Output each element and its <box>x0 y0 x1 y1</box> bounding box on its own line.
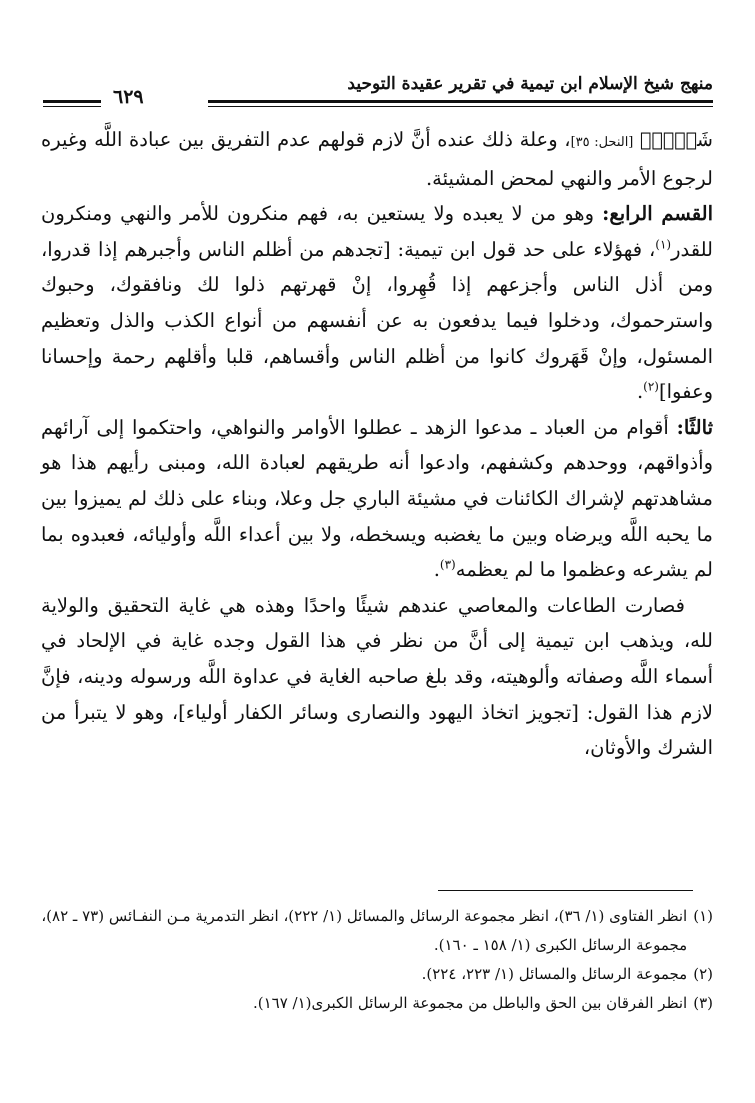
page-number: ٦٢٩ <box>113 86 144 108</box>
footnote-2 <box>41 960 713 989</box>
page-number-rule <box>43 100 101 107</box>
paragraph-3-text: أقوام من العباد ـ مدعوا الزهد ـ عطلوا الأوامر والنواهي، واحتكموا إلى آرائهم وأذواقهم، ووحدهم وكشفهم، وادعوا أنه طريقهم لعبادة الله، ومبنى رأيهم هذا هو مشاهدتهم لإشراك الكائنات في مشيئة الباري جل وعلا، وبناء على ذلك لم يميزوا بين ما يحبه اللَّه ويرضاه وبين ما يغضبه ويسخطه، ولا بين أعداء اللَّه وأوليائه، فعبدوه بما لم يشرعه وعظموا ما لم يعظمه <box>41 415 713 582</box>
footnote-text: انظر الفتاوى (١/ ٣٦)، انظر مجموعة الرسائل والمسائل (١/ ٢٢٢)، انظر التدمرية مـن النفـائس (٧٣ ـ ٨٢)، مجموعة الرسائل الكبرى (١/ ١٥٨ ـ ١٦٠). <box>41 907 688 954</box>
footnote-text: مجموعة الرسائل والمسائل (١/ ٢٢٣، ٢٢٤). <box>421 965 688 983</box>
header-rule <box>208 100 713 107</box>
running-title: منهج شيخ الإسلام ابن تيمية في تقرير عقيدة التوحيد <box>347 74 713 94</box>
paragraph-4-text: فصارت الطاعات والمعاصي عندهم شيئًا واحدًا وهذه هي غاية التحقيق والولاية لله، ويذهب ابن تيمية إلى أنَّ من نظر في هذا القول وجده غاية في الإلحاد في أسماء اللَّه وصفاته وألوهيته، وقد بلغ صاحبه الغاية في عداوة اللَّه ورسوله ودينه، فإنَّ لازم هذا القول: [تجويز اتخاذ اليهود والنصارى وسائر الكفار أولياء]، وهو لا يتبرأ من الشرك والأوثان، <box>41 593 713 760</box>
running-header <box>43 70 713 114</box>
main-text <box>41 122 713 766</box>
section-heading-fourth: القسم الرابع: <box>602 202 713 226</box>
paragraph-2-text-b: ، فهؤلاء على حد قول ابن تيمية: [تجدهم من أظلم الناس وأجبرهم إذا قدروا، ومن أذل الناس وأجزعهم إذا قُهِروا، إنْ قهرتهم ذلوا لك ونافقوك، وحبوك واسترحموك، ودخلوا فيما يدفعون به عن أنفسهم من أنواع الكذب والذل وتعظيم المسئول، وإنْ قَهَروك كانوا من أظلم الناس وأقساهم، قلبا وأقلهم رحمة وإحسانا وعفوا] <box>41 237 713 404</box>
paragraph-2-end: . <box>636 380 644 404</box>
footnote-ref-3[interactable]: (٣) <box>439 557 456 572</box>
footnote-text: انظر الفرقان بين الحق والباطل من مجموعة الرسائل الكبرى(١/ ١٦٧). <box>252 994 688 1012</box>
paragraph-2-text-a: وهو من لا يعبده ولا يستعين به، فهم منكرون للأمر والنهي ومنكرون للقدر <box>41 202 713 261</box>
footnotes <box>41 902 713 1018</box>
footnote-number: (١) <box>693 907 713 925</box>
footnote-ref-1[interactable]: (١) <box>655 237 672 252</box>
paragraph-1-text: ، وعلة ذلك عنده أنَّ لازم قولهم عدم التفريق بين عبادة اللَّه وغيره لرجوع الأمر والنهي لمحض المشيئة. <box>41 128 713 190</box>
paragraph-2 <box>41 196 713 410</box>
footnote-number: (٣) <box>693 994 713 1012</box>
paragraph-1 <box>41 122 713 196</box>
paragraph-3 <box>41 410 713 588</box>
quran-ayah-end: شَيۡءٖ﴾ <box>640 129 713 151</box>
footnote-number: (٢) <box>693 965 713 983</box>
footnote-ref-2[interactable]: (٢) <box>643 379 659 394</box>
footnote-1 <box>41 902 713 960</box>
quran-reference: [النحل: ٣٥] <box>570 135 634 150</box>
footnote-separator <box>438 890 693 891</box>
footnote-3 <box>41 989 713 1018</box>
section-heading-third: ثالثًا: <box>676 415 713 439</box>
paragraph-4 <box>41 588 713 766</box>
paragraph-3-end: . <box>433 558 440 582</box>
